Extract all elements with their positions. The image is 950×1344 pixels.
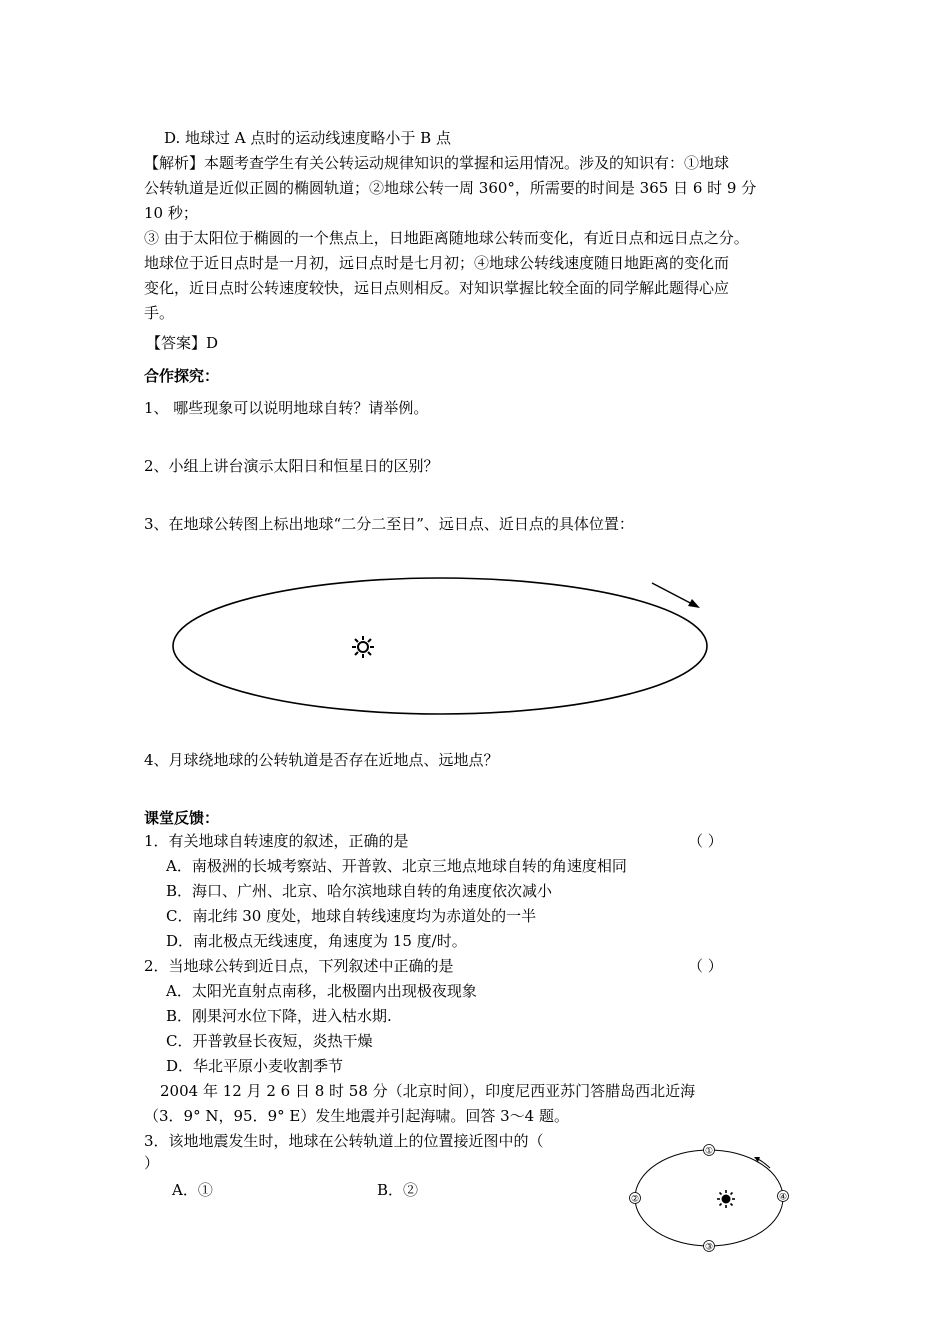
explore-q1: 1、 哪些现象可以说明地球自转？请举例。 <box>144 399 429 417</box>
analysis-line-2: 公转轨道是近似正圆的椭圆轨道；②地球公转一周 360°，所需要的时间是 365 日 6 时 9 分 <box>144 179 757 197</box>
explore-q2: 2、小组上讲台演示太阳日和恒星日的区别？ <box>144 457 439 475</box>
svg-text:①: ① <box>704 1146 714 1157</box>
fb-q2-option-d: D．华北平原小麦收割季节 <box>166 1057 344 1075</box>
fb-q1-option-a: A．南极洲的长城考察站、开普敦、北京三地点地球自转的角速度相同 <box>166 857 627 875</box>
orbit-position-4 <box>778 1191 789 1203</box>
earth-orbit-diagram <box>160 570 730 720</box>
small-orbit-ellipse <box>635 1150 783 1246</box>
fb-q1-option-b: B．海口、广州、北京、哈尔滨地球自转的角速度依次减小 <box>166 882 553 900</box>
small-sun-icon <box>717 1190 735 1208</box>
option-d-text: D. 地球过 A 点时的运动线速度略小于 B 点 <box>164 129 451 147</box>
fb-q1-option-d: D．南北极点无线速度，角速度为 15 度/时。 <box>166 932 467 950</box>
orbit-ellipse <box>173 578 707 714</box>
fb-q3-stem-1: 3．该地地震发生时，地球在公转轨道上的位置接近图中的（ <box>144 1132 544 1150</box>
analysis-line-4: ③ 由于太阳位于椭圆的一个焦点上，日地距离随地球公转而变化，有近日点和远日点之分。 <box>144 229 749 247</box>
svg-text:③: ③ <box>704 1242 714 1253</box>
small-direction-arrow-icon <box>754 1157 770 1168</box>
fb-q2-option-b: B．刚果河水位下降，进入枯水期. <box>166 1007 392 1025</box>
analysis-line-5: 地球位于近日点时是一月初，远日点时是七月初；④地球公转线速度随日地距离的变化而 <box>144 254 730 272</box>
fb-q1-stem: 1．有关地球自转速度的叙述，正确的是 <box>144 832 409 850</box>
svg-text:④: ④ <box>778 1192 788 1203</box>
fb-q3-option-b: B．② <box>377 1181 419 1199</box>
analysis-line-1: 【解析】本题考查学生有关公转运动规律知识的掌握和运用情况。涉及的知识有：①地球 <box>144 154 730 172</box>
orbit-position-3 <box>704 1241 715 1253</box>
fb-q2-stem: 2．当地球公转到近日点，下列叙述中正确的是 <box>144 957 454 975</box>
fb-q3-option-a: A．① <box>172 1181 213 1199</box>
orbit-position-1 <box>704 1145 715 1157</box>
fb-q2-option-c: C．开普敦昼长夜短，炎热干燥 <box>166 1032 373 1050</box>
answer-line: 【答案】D <box>146 334 219 352</box>
fb-q2-option-a: A．太阳光直射点南移，北极圈内出现极夜现象 <box>166 982 477 1000</box>
analysis-line-6: 变化，近日点时公转速度较快，远日点则相反。对知识掌握比较全面的同学解此题得心应 <box>144 279 730 297</box>
fb-q1-bracket: （ ） <box>688 832 723 850</box>
fb-q3-stem-2: ） <box>144 1154 160 1172</box>
explore-heading: 合作探究： <box>144 367 220 385</box>
analysis-line-3: 10 秒； <box>144 204 198 222</box>
analysis-line-7: 手。 <box>144 304 175 322</box>
svg-text:②: ② <box>630 1194 640 1205</box>
feedback-heading: 课堂反馈： <box>144 809 220 827</box>
small-orbit-diagram <box>622 1140 802 1256</box>
fb-q1-option-c: C．南北纬 30 度处，地球自转线速度均为赤道处的一半 <box>166 907 537 925</box>
fb-intro-line-2: （3．9° N，95．9° E）发生地震并引起海啸。回答 3～4 题。 <box>144 1107 569 1125</box>
explore-q4: 4、月球绕地球的公转轨道是否存在近地点、远地点？ <box>144 751 499 769</box>
fb-intro-line-1: 2004 年 12 月 2 6 日 8 时 58 分（北京时间），印度尼西亚苏门答腊岛西北近海 <box>160 1082 696 1100</box>
orbit-position-2 <box>630 1193 641 1205</box>
sun-icon <box>352 636 374 658</box>
fb-q2-bracket: （ ） <box>688 957 723 975</box>
explore-q3: 3、在地球公转图上标出地球“二分二至日”、远日点、近日点的具体位置： <box>144 515 634 533</box>
direction-arrow-icon <box>652 583 700 608</box>
